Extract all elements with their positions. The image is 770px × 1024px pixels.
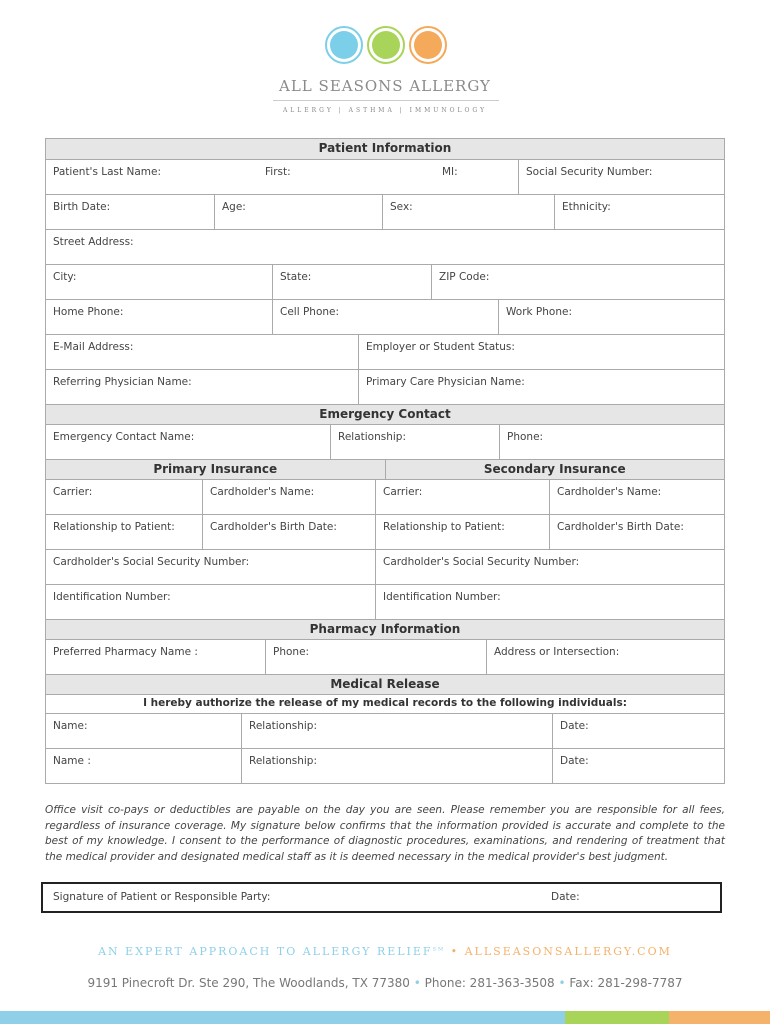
footer-phone: Phone: 281-363-3508 <box>424 976 555 990</box>
field-primary-carrier[interactable]: Carrier: <box>53 486 93 498</box>
field-primary-care[interactable]: Primary Care Physician Name: <box>358 370 724 404</box>
peanut-icon <box>409 26 447 64</box>
clinic-logo <box>0 24 770 124</box>
field-secondary-cardholder-birth[interactable]: Cardholder's Birth Date: <box>549 515 724 549</box>
field-pharmacy-phone[interactable]: Phone: <box>265 640 486 674</box>
field-primary-cardholder-ssn[interactable]: Cardholder's Social Security Number: <box>53 556 250 568</box>
section-header-emergency: Emergency Contact <box>46 404 724 424</box>
field-pharmacy-name[interactable]: Preferred Pharmacy Name : <box>53 646 198 658</box>
section-header-patient: Patient Information <box>46 139 724 159</box>
footer-contact: 9191 Pinecroft Dr. Ste 290, The Woodlands, TX 77380 • Phone: 281-363-3508 • Fax: 281-298-7787 <box>87 976 683 990</box>
section-header-medical-release: Medical Release <box>46 674 724 694</box>
clinic-tagline: ALLERGY | ASTHMA | IMMUNOLOGY <box>282 107 488 114</box>
footer-bar-blue <box>0 1011 565 1024</box>
logo-emblem <box>325 24 447 68</box>
field-secondary-id-number[interactable]: Identification Number: <box>375 585 724 619</box>
field-emergency-phone[interactable]: Phone: <box>499 425 724 459</box>
clinic-name: ALL SEASONS ALLERGY <box>279 77 491 95</box>
field-release-name-2[interactable]: Name : <box>53 755 91 767</box>
release-authorization-text: I hereby authorize the release of my medical records to the following individuals: <box>46 694 724 713</box>
field-secondary-carrier[interactable]: Carrier: <box>375 480 549 514</box>
field-release-relationship-2[interactable]: Relationship: <box>241 749 552 783</box>
signature-box[interactable] <box>41 882 722 913</box>
field-state[interactable]: State: <box>272 265 431 299</box>
field-primary-id-number[interactable]: Identification Number: <box>53 591 171 603</box>
footer-bar-orange <box>669 1011 770 1024</box>
field-primary-relationship[interactable]: Relationship to Patient: <box>53 521 175 533</box>
logo-divider <box>273 100 499 101</box>
field-first-name[interactable]: First: <box>265 166 291 178</box>
field-pharmacy-address[interactable]: Address or Intersection: <box>486 640 724 674</box>
field-secondary-cardholder-ssn[interactable]: Cardholder's Social Security Number: <box>375 550 724 584</box>
field-work-phone[interactable]: Work Phone: <box>498 300 724 334</box>
field-secondary-relationship[interactable]: Relationship to Patient: <box>375 515 549 549</box>
field-age[interactable]: Age: <box>214 195 382 229</box>
field-emergency-name[interactable]: Emergency Contact Name: <box>53 431 195 443</box>
field-city[interactable]: City: <box>53 271 77 283</box>
field-release-date-2[interactable]: Date: <box>552 749 724 783</box>
field-birth-date[interactable]: Birth Date: <box>53 201 111 213</box>
field-last-name[interactable]: Patient's Last Name: <box>53 166 161 178</box>
footer-address: 9191 Pinecroft Dr. Ste 290, The Woodlands, TX 77380 <box>87 976 410 990</box>
field-primary-cardholder[interactable]: Cardholder's Name: <box>202 480 375 514</box>
field-employer[interactable]: Employer or Student Status: <box>358 335 724 369</box>
section-header-insurance <box>46 459 724 479</box>
field-street-address[interactable]: Street Address: <box>53 236 134 248</box>
field-release-relationship-1[interactable]: Relationship: <box>241 714 552 748</box>
field-ssn[interactable]: Social Security Number: <box>518 160 724 194</box>
field-emergency-relationship[interactable]: Relationship: <box>330 425 499 459</box>
footer-color-bar <box>0 1011 770 1024</box>
field-primary-cardholder-birth[interactable]: Cardholder's Birth Date: <box>202 515 375 549</box>
field-home-phone[interactable]: Home Phone: <box>53 306 124 318</box>
payment-consent-notice: Office visit co-pays or deductibles are payable on the day you are seen. Please remember you are responsible for all fees, regardless of insurance coverage. My signature below confirms that the information provided is accurate and complete to the best of my knowledge. I consent to the performance of diagnostic procedures, examinations, and rendering of treatment that the medical provider and designated medical staff as it is deemed necessary in the medical provider's best judgment. <box>45 804 725 863</box>
leaf-icon <box>325 26 363 64</box>
footer-tagline: AN EXPERT APPROACH TO ALLERGY RELIEF℠ • ALLSEASONSALLERGY.COM <box>98 945 672 958</box>
section-header-pharmacy: Pharmacy Information <box>46 619 724 639</box>
field-mi[interactable]: MI: <box>442 166 458 178</box>
field-release-name-1[interactable]: Name: <box>53 720 88 732</box>
field-ethnicity[interactable]: Ethnicity: <box>554 195 724 229</box>
footer-fax: Fax: 281-298-7787 <box>569 976 683 990</box>
bee-icon <box>367 26 405 64</box>
field-referring-physician[interactable]: Referring Physician Name: <box>53 376 192 388</box>
field-cell-phone[interactable]: Cell Phone: <box>272 300 498 334</box>
secondary-insurance-header: Secondary Insurance <box>385 460 725 479</box>
signature-date-label: Date: <box>551 891 580 903</box>
signature-label: Signature of Patient or Responsible Party: <box>53 891 271 903</box>
field-email[interactable]: E-Mail Address: <box>53 341 134 353</box>
field-secondary-cardholder[interactable]: Cardholder's Name: <box>549 480 724 514</box>
field-sex[interactable]: Sex: <box>382 195 554 229</box>
footer-bar-green <box>565 1011 669 1024</box>
patient-form <box>45 138 725 784</box>
field-release-date-1[interactable]: Date: <box>552 714 724 748</box>
field-zip[interactable]: ZIP Code: <box>431 265 724 299</box>
primary-insurance-header: Primary Insurance <box>153 462 278 476</box>
website-link[interactable]: ALLSEASONSALLERGY.COM <box>464 945 672 958</box>
